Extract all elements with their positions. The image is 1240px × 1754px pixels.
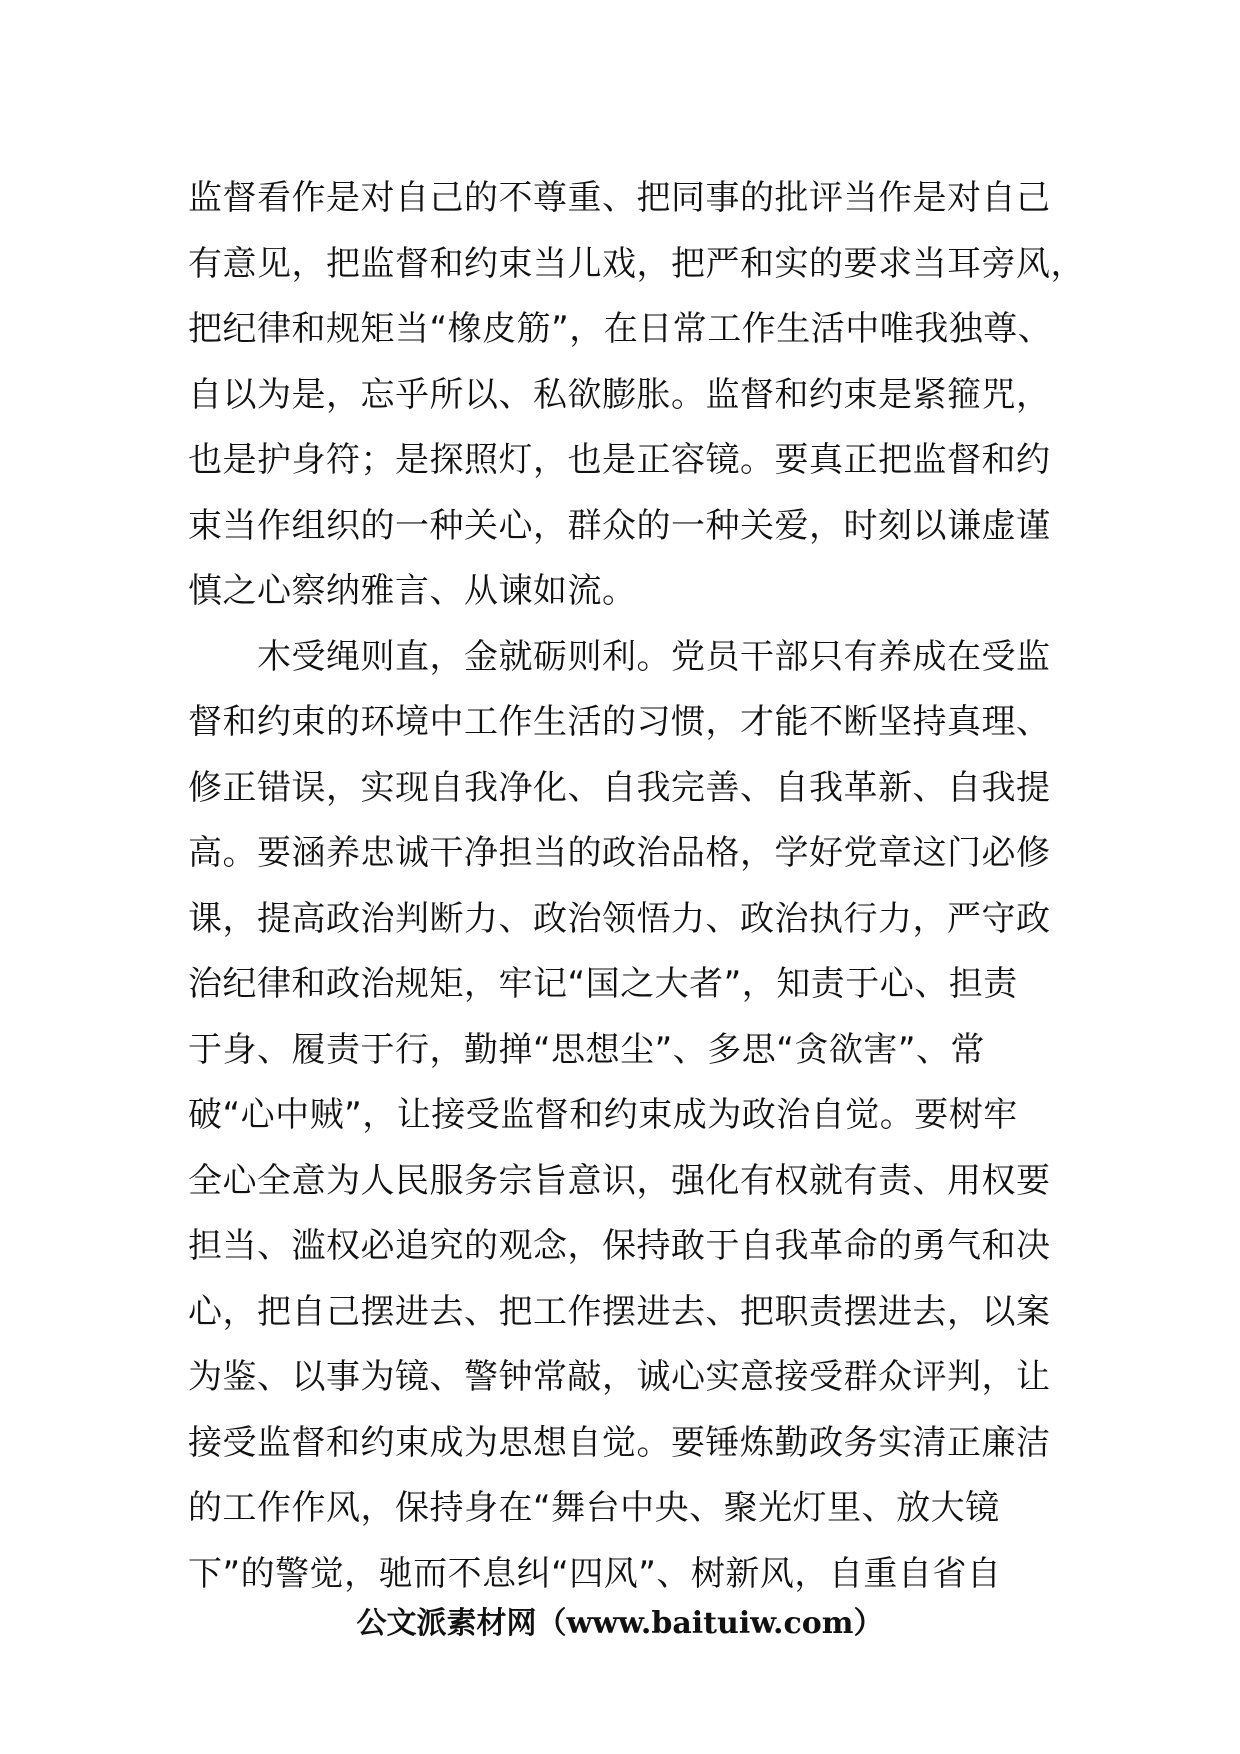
text-line: 下”的警觉，驰而不息纠“四风”、树新风，自重自省自	[188, 1553, 1002, 1594]
text-line: 慎之心察纳雅言、从谏如流。	[188, 571, 637, 611]
text-line: 担当、滥权必追究的观念，保持敢于自我革命的勇气和决	[188, 1226, 1051, 1266]
text-line: 治纪律和政治规矩，牢记“国之大者”，知责于心、担责	[188, 964, 1018, 1004]
text-line: 自以为是，忘乎所以、私欲膨胀。监督和约束是紧箍咒，	[188, 374, 1051, 415]
text-line: 修正错误，实现自我净化、自我完善、自我革新、自我提	[188, 767, 1051, 808]
text-line: 于身、履责于行，勤掸“思想尘”、多思“贪欲害”、常	[188, 1029, 985, 1070]
text-line: 课，提高政治判断力、政治领悟力、政治执行力，严守政	[188, 898, 1051, 939]
text-line: 束当作组织的一种关心，群众的一种关爱，时刻以谦虚谨	[188, 505, 1051, 546]
text-line: 接受监督和约束成为思想自觉。要锤炼勤政务实清正廉洁	[188, 1422, 1051, 1463]
text-line: 全心全意为人民服务宗旨意识，强化有权就有责、用权要	[188, 1160, 1051, 1201]
document-body	[188, 166, 1085, 1607]
text-line: 为鉴、以事为镜、警钟常敲，诚心实意接受群众评判，让	[188, 1357, 1051, 1397]
text-line: 高。要涵养忠诚干净担当的政治品格，学好党章这门必修	[188, 833, 1051, 873]
text-line: 把纪律和规矩当“橡皮筋”，在日常工作生活中唯我独尊、	[188, 309, 1053, 349]
text-line: 也是护身符；是探照灯，也是正容镜。要真正把监督和约	[188, 440, 1051, 480]
text-line: 督和约束的环境中工作生活的习惯，才能不断坚持真理、	[188, 702, 1051, 742]
text-line: 监督看作是对自己的不尊重、把同事的批评当作是对自己	[188, 178, 1051, 218]
paragraph-start-line: 木受绳则直，金就砺则利。党员干部只有养成在受监	[188, 636, 1051, 677]
text-line: 有意见，把监督和约束当儿戏，把严和实的要求当耳旁风，	[188, 243, 1085, 284]
footer-watermark: 公文派素材网（www.baituiw.com）	[356, 1606, 884, 1641]
text-line: 心，把自己摆进去、把工作摆进去、把职责摆进去，以案	[188, 1291, 1051, 1332]
text-line: 的工作作风，保持身在“舞台中央、聚光灯里、放大镜	[188, 1488, 1000, 1528]
text-line: 破“心中贼”，让接受监督和约束成为政治自觉。要树牢	[188, 1095, 1018, 1135]
